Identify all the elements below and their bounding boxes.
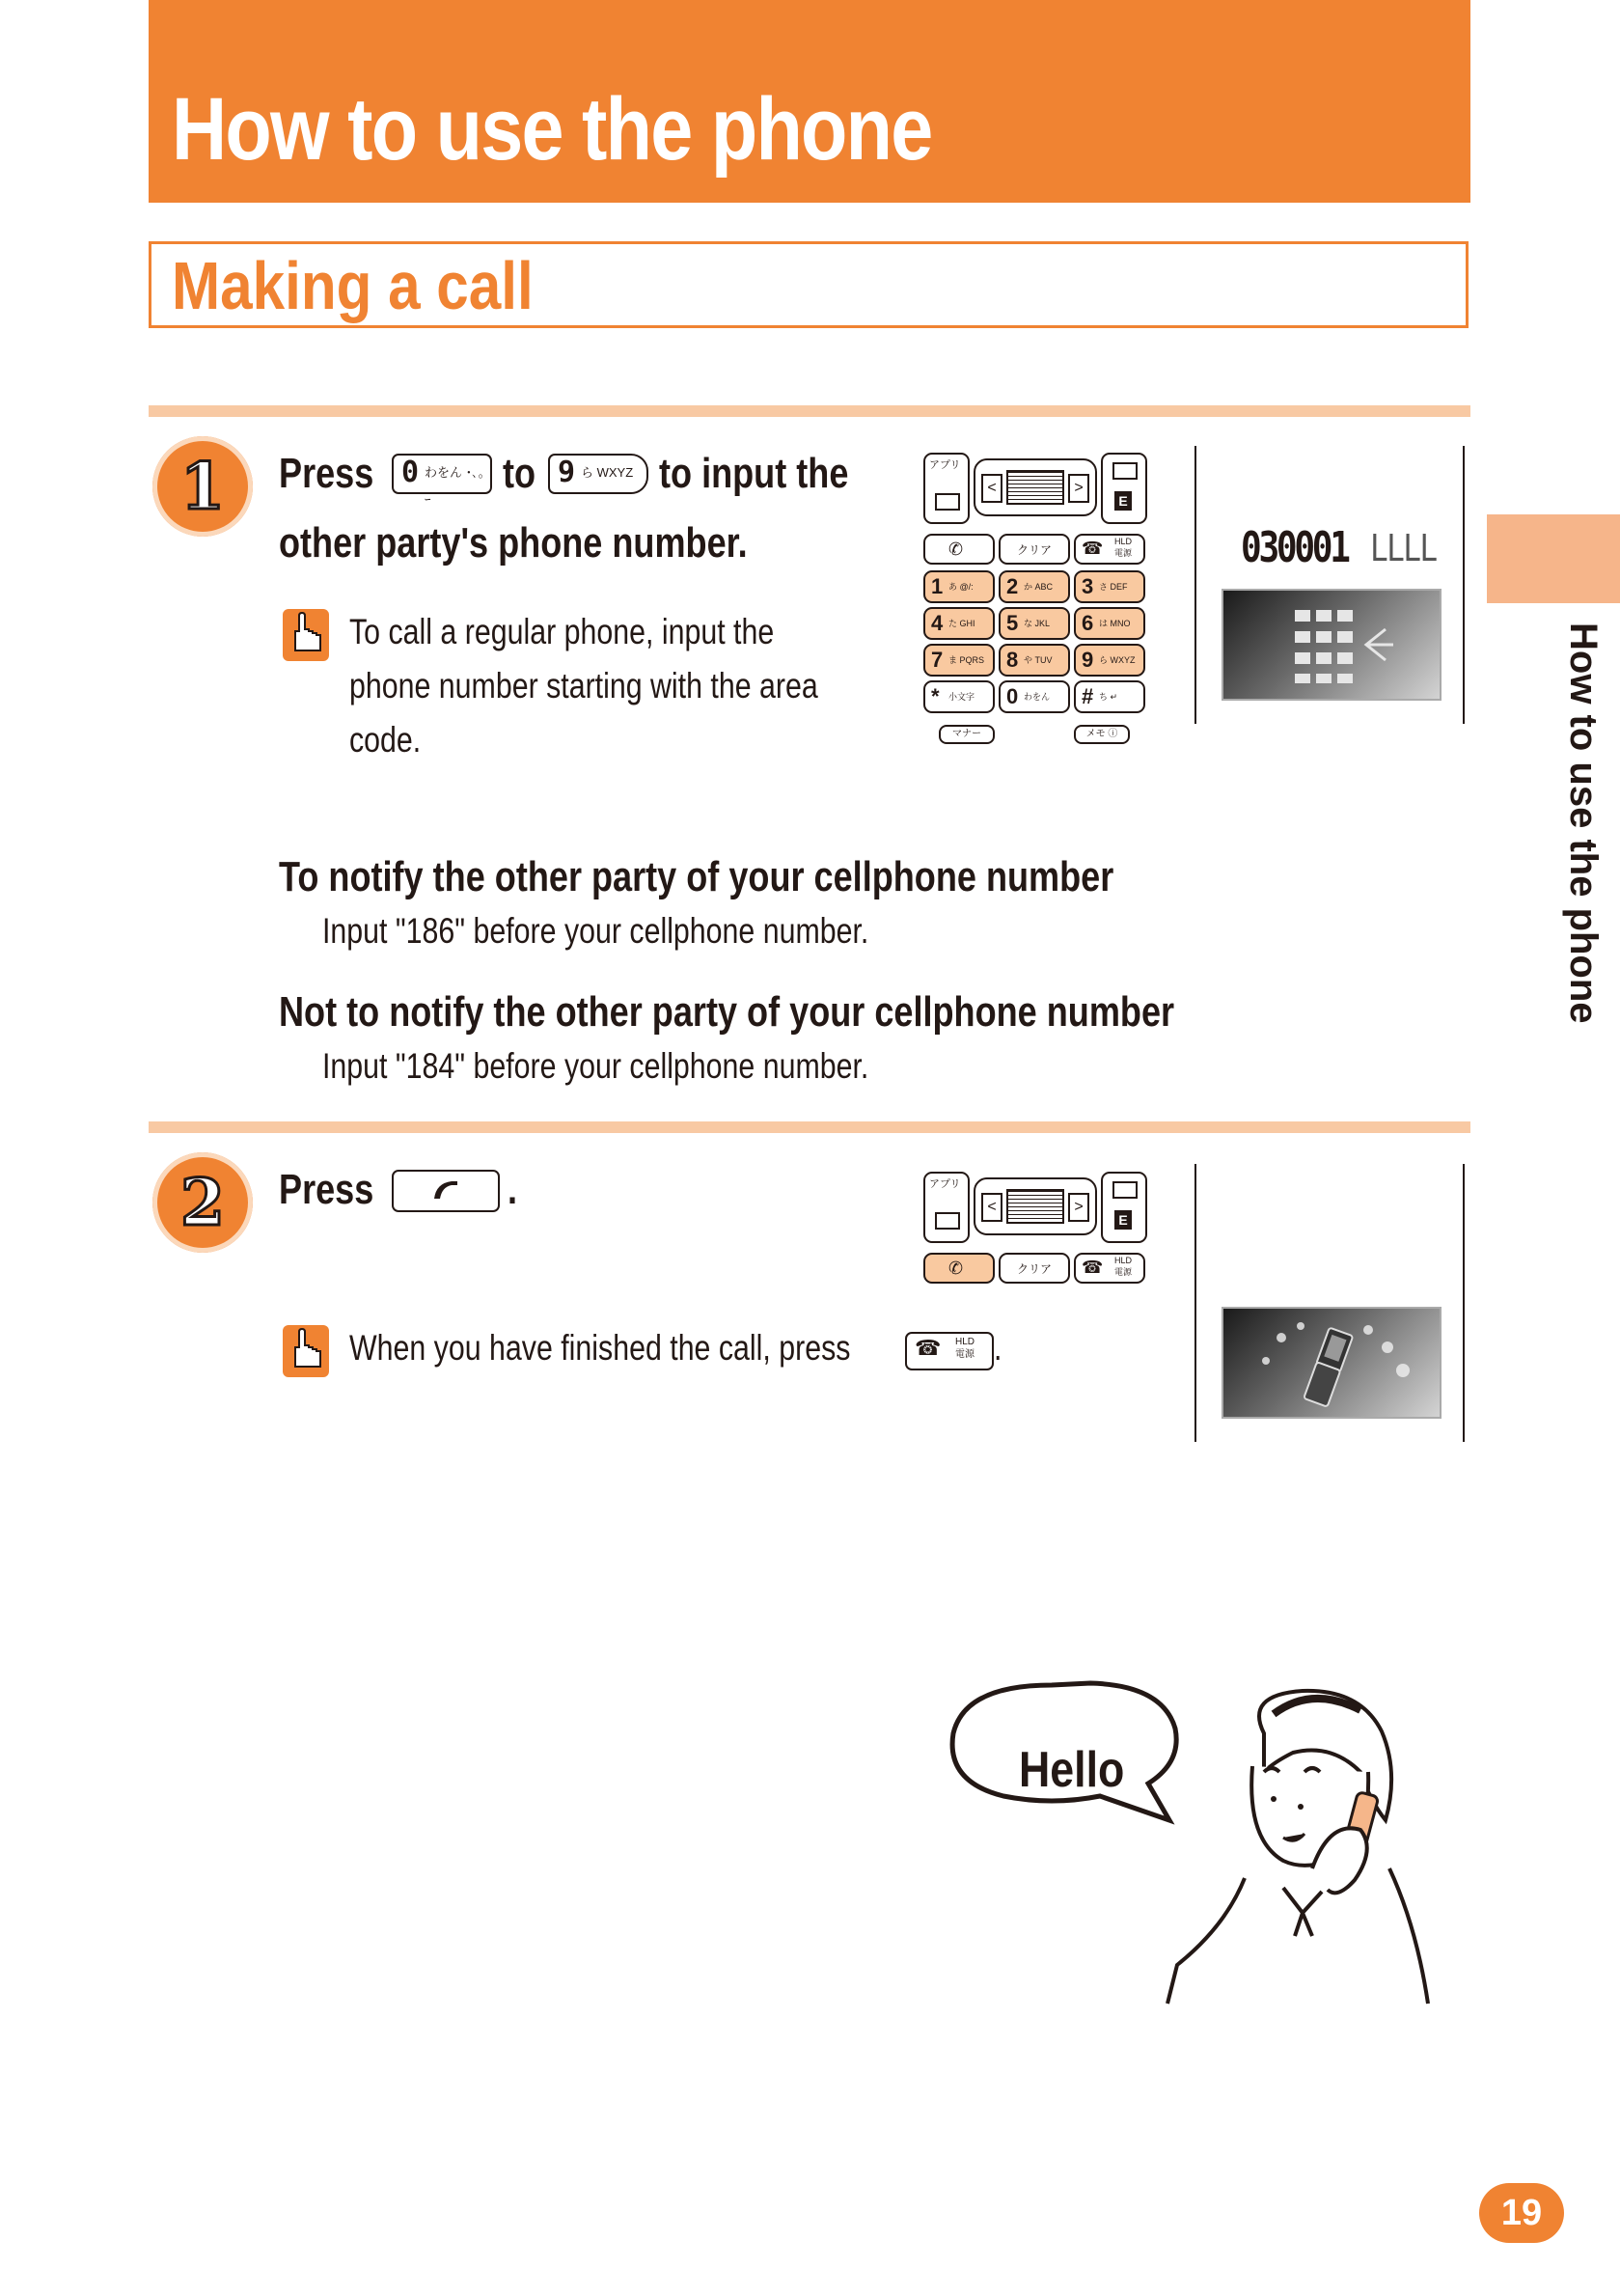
keypad-key-digit: * <box>931 684 940 708</box>
key-0-digit: 0 <box>401 456 420 489</box>
keypad-key-9 <box>1074 644 1145 677</box>
step2-number: 2 <box>180 1165 225 1240</box>
mail-icon <box>935 1212 960 1230</box>
keypad-key-sub: か ABC <box>1024 582 1054 592</box>
clear-key-label: クリア <box>1016 1262 1052 1276</box>
direction-pad <box>974 458 1097 516</box>
power-label: 電源 <box>955 1349 975 1360</box>
not-notify-heading: Not to notify the other party of your cellphone number <box>279 988 1175 1036</box>
keypad-key-2 <box>999 570 1070 603</box>
hld-label: HLD <box>955 1337 975 1347</box>
girl-on-phone-illustration <box>946 1675 1447 2023</box>
keypad-key-5 <box>999 607 1070 640</box>
pointing-hand-icon <box>282 1324 330 1378</box>
phone-screen-1 <box>1194 446 1465 724</box>
keypad-key-sub: わをん <box>1024 692 1051 702</box>
step1-to-label: to <box>503 450 536 497</box>
keypad-diagram-partial <box>923 1168 1145 1289</box>
right-arrow-icon: > <box>1068 1193 1089 1222</box>
key-9-inline <box>548 454 648 494</box>
folder-key <box>1101 1172 1147 1243</box>
step1-rule <box>149 405 1470 417</box>
manner-key <box>939 725 995 744</box>
call-key <box>923 534 995 565</box>
handset-icon: ✆ <box>948 1259 964 1278</box>
key-9-sub: ら WXYZ <box>581 465 634 480</box>
mail-icon <box>935 493 960 511</box>
end-key-inline <box>905 1332 994 1370</box>
keypad-key-hash <box>1074 680 1145 713</box>
keypad-diagram-full <box>923 449 1145 748</box>
step2-number-badge <box>152 1152 253 1253</box>
folder-icon <box>1112 462 1138 480</box>
app-key <box>923 1172 970 1243</box>
direction-pad <box>974 1177 1097 1235</box>
power-label: 電源 <box>1114 548 1133 558</box>
keypad-key-3 <box>1074 570 1145 603</box>
folder-key <box>1101 453 1147 524</box>
calling-graphic <box>1222 1307 1442 1419</box>
step2-period: . <box>508 1166 518 1213</box>
clear-key-label: クリア <box>1016 543 1052 557</box>
step1-note-line3: code. <box>349 720 422 760</box>
app-key-label: アプリ <box>929 1178 961 1190</box>
keypad-key-sub: は MNO <box>1099 619 1131 628</box>
pointing-hand-icon <box>282 608 330 662</box>
clear-key <box>999 534 1070 565</box>
keypad-key-sub: ら WXYZ <box>1099 655 1136 665</box>
keypad-key-7 <box>923 644 995 677</box>
keypad-key-digit: 9 <box>1082 648 1094 672</box>
handset-icon: ✆ <box>948 539 964 559</box>
keypad-key-star <box>923 680 995 713</box>
keypad-key-digit: 0 <box>1006 684 1019 708</box>
center-key-icon <box>1006 1189 1064 1224</box>
clear-key <box>999 1253 1070 1284</box>
page-title: How to use the phone <box>172 80 932 179</box>
step1-press-label: Press <box>279 450 374 497</box>
side-tab <box>1487 514 1620 603</box>
key-0-inline <box>392 454 492 507</box>
notify-body: Input "186" before your cellphone number. <box>322 911 869 951</box>
keypad-key-4 <box>923 607 995 640</box>
keypad-key-digit: 1 <box>931 574 944 598</box>
hld-label: HLD <box>1114 1256 1133 1265</box>
keypad-key-1 <box>923 570 995 603</box>
notify-heading: To notify the other party of your cellphone number <box>279 853 1114 900</box>
left-arrow-icon: < <box>981 1193 1002 1222</box>
phone-screen-2 <box>1194 1164 1465 1442</box>
app-key-label: アプリ <box>929 459 961 471</box>
step1-number: 1 <box>180 449 225 524</box>
side-tab-label: How to use the phone <box>1562 622 1605 1024</box>
step1-note-line1: To call a regular phone, input the <box>349 612 775 651</box>
page-number: 19 <box>1500 2193 1543 2233</box>
app-key <box>923 453 970 524</box>
e-icon: E <box>1114 1210 1132 1230</box>
left-arrow-icon: < <box>981 474 1002 503</box>
step2-note: When you have finished the call, press <box>349 1328 851 1368</box>
keypad-key-digit: 4 <box>931 611 944 635</box>
call-key-inline <box>392 1170 500 1212</box>
key-0-sub: わをん ･､｡ｰ <box>425 465 485 507</box>
right-arrow-icon: > <box>1068 474 1089 503</box>
hangup-icon: ☎ <box>1082 539 1104 558</box>
keypad-key-sub: ち ↵ <box>1099 692 1118 702</box>
keypad-key-6 <box>1074 607 1145 640</box>
folder-icon <box>1112 1181 1138 1199</box>
key-9-digit: 9 <box>558 456 576 489</box>
keypad-key-digit: 2 <box>1006 574 1019 598</box>
memo-label: メモ ⓘ <box>1085 729 1118 739</box>
keypad-key-digit: 3 <box>1082 574 1094 598</box>
keypad-key-digit: # <box>1082 684 1094 708</box>
keypad-key-digit: 8 <box>1006 648 1019 672</box>
keypad-key-sub: た GHI <box>948 619 975 628</box>
call-key-highlighted <box>923 1253 995 1284</box>
hangup-icon: ☎ <box>915 1336 942 1360</box>
section-title: Making a call <box>172 248 534 323</box>
speech-bubble-text: Hello <box>1019 1742 1125 1798</box>
keypad-dialing-icon <box>1223 591 1440 699</box>
step2-note-period: . <box>994 1328 1002 1368</box>
step1-number-badge <box>152 436 253 537</box>
keypad-key-0 <box>999 680 1070 713</box>
keypad-key-8 <box>999 644 1070 677</box>
keypad-key-sub: さ DEF <box>1099 582 1128 592</box>
step1-instruction-line2: other party's phone number. <box>279 519 748 567</box>
e-icon: E <box>1114 491 1132 511</box>
keypad-key-sub: 小文字 <box>948 692 975 702</box>
keypad-key-sub: や TUV <box>1024 655 1053 665</box>
hld-label: HLD <box>1114 537 1133 546</box>
end-key <box>1074 534 1145 565</box>
keypad-key-digit: 6 <box>1082 611 1094 635</box>
keypad-key-digit: 7 <box>931 648 944 672</box>
calling-phone-icon <box>1223 1309 1440 1417</box>
step2-press-label: Press <box>279 1166 374 1213</box>
step1-note-line2: phone number starting with the area <box>349 666 818 705</box>
keypad-key-sub: あ @/: <box>948 582 974 592</box>
center-key-icon <box>1006 470 1064 505</box>
keypad-key-sub: ま PQRS <box>948 655 985 665</box>
hangup-icon: ☎ <box>1082 1258 1104 1277</box>
power-label: 電源 <box>1114 1267 1133 1277</box>
handset-icon <box>394 1172 498 1210</box>
end-key <box>1074 1253 1145 1284</box>
dialed-number: 030001 <box>1241 523 1348 572</box>
keypad-key-digit: 5 <box>1006 611 1019 635</box>
manner-label: マナー <box>952 729 981 739</box>
step1-instruction-rest: to input the <box>659 450 849 497</box>
input-cursor-placeholder: LLLL <box>1370 527 1437 569</box>
dialing-graphic <box>1222 589 1442 701</box>
step2-rule <box>149 1121 1470 1133</box>
memo-key <box>1074 725 1130 744</box>
keypad-key-sub: な JKL <box>1024 619 1051 628</box>
not-notify-body: Input "184" before your cellphone number. <box>322 1046 869 1086</box>
